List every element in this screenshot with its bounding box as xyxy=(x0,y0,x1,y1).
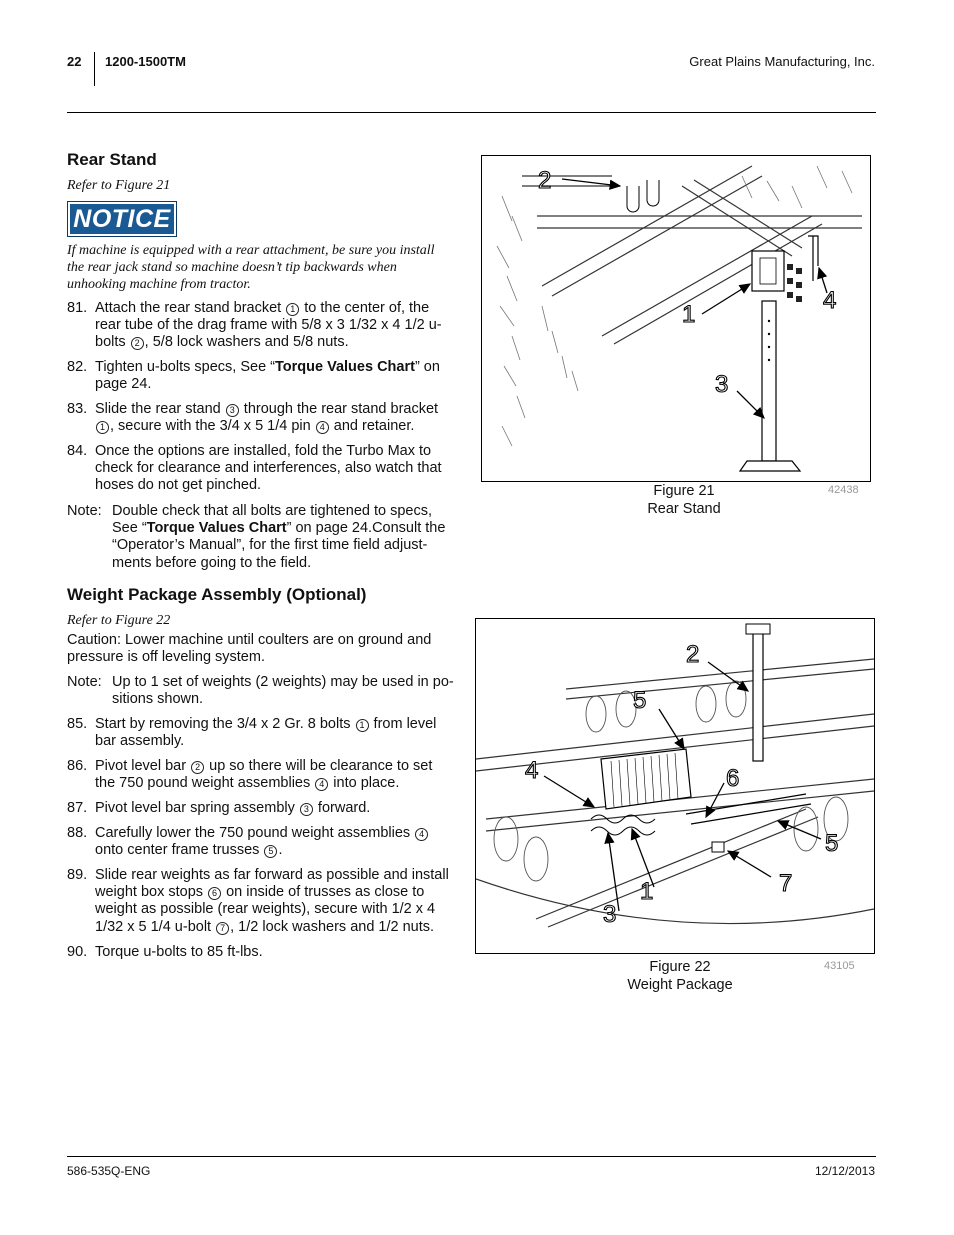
step-82: 82. Tighten u-bolts specs, See “Torque Values Chart” on page 24. xyxy=(67,359,440,393)
rear-stand-heading: Rear Stand xyxy=(67,150,157,169)
company-name: Great Plains Manufacturing, Inc. xyxy=(689,54,875,69)
rear-stand-note: Note: Double check that all bolts are tightened to specs, See “Torque Values Chart” on page 24.Consult the “Operator’s Manual”, for the first time field adjust- ments before going to the field. xyxy=(67,503,446,571)
figure-21-number: 42438 xyxy=(828,484,859,496)
step-84: 84. Once the options are installed, fold the Turbo Max to check for clearance and interferences, also watch that hoses do not get pinched. xyxy=(67,443,442,494)
callout-ref: 1 xyxy=(96,421,109,434)
callout-7: 7 xyxy=(779,870,793,897)
figure-22-number: 43105 xyxy=(824,960,855,972)
callout-5: 5 xyxy=(633,687,647,714)
footer-doc-number: 586-535Q-ENG xyxy=(67,1164,151,1178)
weight-package-illustration xyxy=(476,619,874,953)
rear-stand-illustration xyxy=(482,156,870,481)
callout-ref: 7 xyxy=(216,922,229,935)
figure-22-weight-package xyxy=(475,618,875,954)
step-83: 83. Slide the rear stand 3 through the rear stand bracket 1 , secure with the 3/4 x 5 1/4 pin 4 and retainer. xyxy=(67,401,439,435)
figure-21-rear-stand xyxy=(481,155,871,482)
figure-22-caption: Figure 22 Weight Package xyxy=(627,959,733,993)
callout-3: 3 xyxy=(603,901,617,928)
page-number: 22 xyxy=(67,54,82,69)
step-85: 85. Start by removing the 3/4 x 2 Gr. 8 bolts 1 from level bar assembly. xyxy=(67,716,437,750)
step-81: 81. Attach the rear stand bracket 1 to the center of, the rear tube of the drag frame with 5/8 x 3 1/32 x 4 1/2 u- bolts 2 , 5/8 lock washers and 5/8 nuts. xyxy=(67,300,442,351)
callout-ref: 4 xyxy=(316,421,329,434)
notice-badge: NOTICE xyxy=(67,201,177,237)
callout-5-b: 5 xyxy=(825,830,839,857)
footer-rule xyxy=(67,1156,876,1157)
callout-4: 4 xyxy=(823,287,837,314)
callout-ref: 4 xyxy=(315,778,328,791)
callout-ref: 5 xyxy=(264,845,277,858)
notice-text: If machine is equipped with a rear attachment, be sure you install the rear jack stand so machine doesn’t tip backwards when unhooking machine from tractor. xyxy=(67,243,435,292)
doc-title: 1200-1500TM xyxy=(105,54,186,69)
step-86: 86. Pivot level bar 2 up so there will be clearance to set the 750 pound weight assemblies 4 into place. xyxy=(67,758,433,792)
callout-2: 2 xyxy=(686,641,700,668)
rear-stand-refer: Refer to Figure 21 xyxy=(67,178,171,193)
callout-1: 1 xyxy=(640,878,654,905)
callout-4: 4 xyxy=(525,757,539,784)
callout-ref: 1 xyxy=(286,303,299,316)
torque-chart-ref: Torque Values Chart xyxy=(275,359,415,375)
torque-chart-ref: Torque Values Chart xyxy=(146,520,287,537)
callout-6: 6 xyxy=(726,765,740,792)
weight-note: Note: Up to 1 set of weights (2 weights) may be used in po- sitions shown. xyxy=(67,674,454,708)
caution-text: Caution: Lower machine until coulters are on ground and pressure is off leveling system. xyxy=(67,632,432,666)
figure-21-caption: Figure 21 Rear Stand xyxy=(647,483,721,517)
step-89: 89. Slide rear weights as far forward as possible and install weight box stops 6 on inside of trusses as close to weight as possible (rear weights), secure with 1/2 x 4 1/32 x 5 1/4 u-bolt 7 , 1/2 lock washers and 1/2 nuts. xyxy=(67,867,449,935)
callout-1: 1 xyxy=(682,301,696,328)
callout-ref: 1 xyxy=(356,719,369,732)
step-87: 87. Pivot level bar spring assembly 3 forward. xyxy=(67,800,371,816)
header-divider xyxy=(94,52,95,86)
callout-ref: 6 xyxy=(208,887,221,900)
callout-3: 3 xyxy=(715,371,729,398)
footer-date: 12/12/2013 xyxy=(814,1164,875,1178)
step-90: 90. Torque u-bolts to 85 ft-lbs. xyxy=(67,944,263,960)
callout-ref: 3 xyxy=(226,404,239,417)
callout-ref: 4 xyxy=(415,828,428,841)
callout-ref: 2 xyxy=(191,761,204,774)
step-88: 88. Carefully lower the 750 pound weight assemblies 4 onto center frame trusses 5 . xyxy=(67,825,477,861)
callout-ref: 3 xyxy=(300,803,313,816)
header-rule xyxy=(67,112,876,113)
callout-2: 2 xyxy=(538,167,552,194)
weight-package-refer: Refer to Figure 22 xyxy=(67,613,171,628)
weight-package-heading: Weight Package Assembly (Optional) xyxy=(67,585,367,604)
callout-ref: 2 xyxy=(131,337,144,350)
